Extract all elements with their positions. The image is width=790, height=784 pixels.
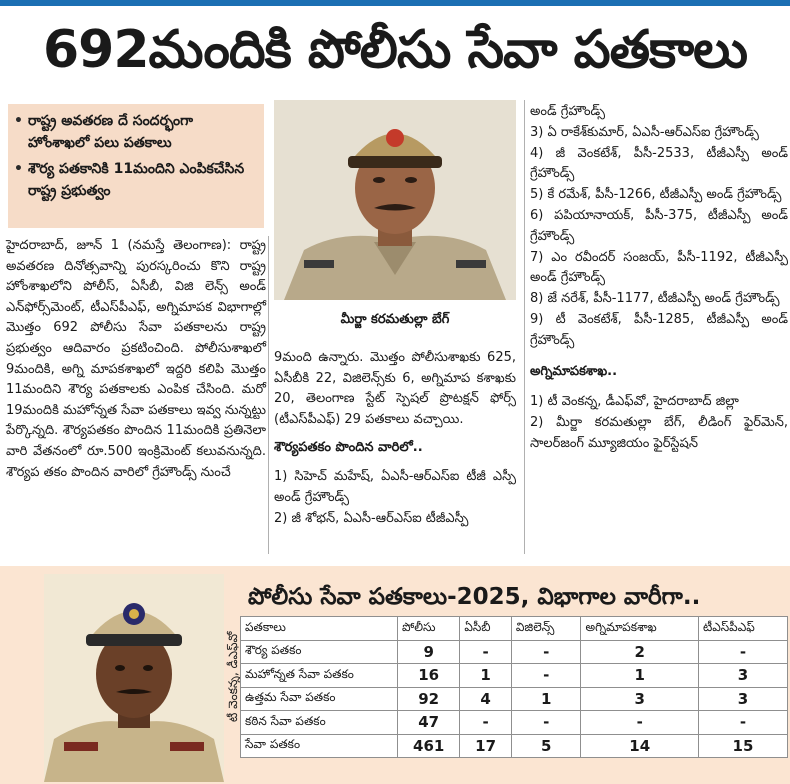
table-cell: మహోన్నత సేవా పతకం	[241, 664, 398, 688]
bullet-icon: •	[14, 161, 23, 177]
table-cell: -	[698, 711, 787, 735]
medals-table	[240, 616, 788, 758]
table-cell: 9	[398, 640, 460, 664]
article-column-1: హైదరాబాద్, జూన్ 1 (నమస్తే తెలంగాణ): రాష్ట్ర అవతరణ దినోత్సవాన్ని పురస్కరించు కొని రాష్ట్ర హోంశాఖలోని పోలీస్, ఏసీబీ, విజి లెన్స్ అండ్ ఎన్‌ఫోర్స్‌మెంట్, టీఎస్‌పీఎఫ్, అగ్నిమాపక విభాగాల్లో మొత్తం 692 పోలీసు సేవా పతకాలను రాష్ట్ర ప్రభుత్వం ఆదివారం ప్రకటించింది. పోలీసుశాఖలో 9మందికి, అగ్ని మాపకశాఖలో ఇద్దరి కలిపి మొత్తం 11మందిని శౌర్య పతకాలకు ఎంపిక చేసింది. మరో 19మందికి మహోన్నత సేవా పతకాలు ఇవ్వ నున్నట్టు పేర్కొన్నది. శౌర్యపతకం పొందిన 11మందికి ప్రతినెలా వారి వేతనంలో రూ.500 ఇంక్రిమెంట్ కలువనున్నది. శౌర్యప తకం పొందిన వారిలో గ్రేహౌండ్స్ నుంచే	[6, 238, 266, 480]
table-cell: 17	[460, 734, 512, 758]
table-row	[241, 640, 788, 664]
portrait-illustration	[274, 100, 516, 300]
table-row	[241, 734, 788, 758]
list-item: 2) మీర్జా కరమతుల్లా బేగ్, లీడింగ్ ఫైర్‌మెన్, సాలర్‌జంగ్ మ్యూజియం ఫైర్‌స్టేషన్	[530, 414, 788, 451]
bullet-icon: •	[14, 113, 23, 129]
portrait-illustration	[44, 574, 224, 782]
table-cell: 3	[698, 664, 787, 688]
column-2-text: 9మంది ఉన్నారు. మొత్తం పోలీసుశాఖకు 625, ఏసీబీకి 22, విజిలెన్స్‌కు 6, అగ్నిమాప కశాఖకు 20, తెలంగాణ స్టేట్ స్పెషల్ ప్రొటక్షన్ ఫోర్స్ (టీఎస్‌పీఎఫ్) 29 పతకాలు వచ్చాయి.	[274, 350, 516, 427]
table-cell: 3	[698, 687, 787, 711]
table-cell: 4	[460, 687, 512, 711]
list-item: 2) జీ శోభన్, ఏఎసీ-ఆర్‌ఎస్‌ఐ టీజీఎస్పీ	[274, 510, 469, 526]
gallantry-list	[274, 467, 516, 529]
table-header-row	[241, 617, 788, 641]
table-header-cell: పతకాలు	[241, 617, 398, 641]
table-cell: 15	[698, 734, 787, 758]
gallantry-subhead: శౌర్యపతకం పొందిన వారిలో..	[274, 440, 423, 456]
highlight-item	[14, 110, 258, 154]
list-item: 1) సిహెచ్ మహేష్, ఏఎసీ-ఆర్‌ఎస్‌ఐ టీజీ ఎస్పీ అండ్ గ్రేహౌండ్స్	[274, 468, 516, 505]
list-item: 4) జీ వెంకటేశ్, పీసీ-2533, టీజీఎస్పీ అండ్ గ్రేహౌండ్స్	[530, 145, 788, 182]
list-item: 3) ఏ రాకేశ్‌కుమార్, ఏఎసీ-ఆర్‌ఎస్‌ఐ గ్రేహౌండ్స్	[530, 124, 759, 140]
list-item: 1) టీ వెంకన్న, డీఎఫ్‌వో, హైదరాబాద్ జిల్లా	[530, 394, 739, 410]
list-item: 5) కే రమేశ్, పీసీ-1266, టీజీఎస్పీ అండ్ గ్రేహౌండ్స్	[530, 187, 782, 203]
table-cell: కఠిన సేవా పతకం	[241, 711, 398, 735]
fire-dept-subhead: అగ్నిమాపకశాఖ..	[530, 363, 618, 379]
table-cell: 461	[398, 734, 460, 758]
article-column-2	[274, 348, 516, 529]
table-header-cell: ఏసీబీ	[460, 617, 512, 641]
table-cell: -	[581, 711, 698, 735]
highlights-box	[8, 104, 264, 228]
table-cell: -	[511, 711, 581, 735]
table-cell: 3	[581, 687, 698, 711]
table-cell: -	[698, 640, 787, 664]
table-cell: శౌర్య పతకం	[241, 640, 398, 664]
table-row	[241, 664, 788, 688]
table-header-cell: విజిలెన్స్	[511, 617, 581, 641]
officer-photo-1	[274, 100, 516, 300]
table-row	[241, 711, 788, 735]
officer-photo-2	[44, 574, 224, 782]
table-cell: 5	[511, 734, 581, 758]
table-cell: 1	[581, 664, 698, 688]
table-row	[241, 687, 788, 711]
list-item: 9) టీ వెంకటేశ్, పీసీ-1285, టీజీఎస్పీ అండ్ గ్రేహౌండ్స్	[530, 311, 788, 348]
table-cell: 92	[398, 687, 460, 711]
table-cell: సేవా పతకం	[241, 734, 398, 758]
table-header-cell: అగ్నిమాపకశాఖ	[581, 617, 698, 641]
table-title: పోలీసు సేవా పతకాలు-2025, విభాగాల వారీగా..	[248, 584, 701, 610]
table-cell: -	[511, 640, 581, 664]
list-item: 6) పపియానాయక్, పీసీ-375, టీజీఎస్పీ అండ్ గ్రేహౌండ్స్	[530, 207, 788, 244]
highlight-item	[14, 158, 258, 202]
top-rule	[0, 0, 790, 6]
table-cell: -	[511, 664, 581, 688]
column-divider	[268, 236, 269, 554]
list-item: 8) జే నరేశ్, పీసీ-1177, టీజీఎస్పీ అండ్ గ్రేహౌండ్స్	[530, 291, 780, 307]
highlight-text: శౌర్య పతకానికి 11మందిని ఎంపికచేసిన రాష్ట్ర ప్రభుత్వం	[28, 161, 245, 199]
table-cell: 1	[511, 687, 581, 711]
table-cell: -	[460, 640, 512, 664]
photo-2-caption: టీ వెంకన్న, డీఎఫ్‌వో	[226, 631, 240, 723]
table-header-cell: టీఎస్‌పీఎఫ్	[698, 617, 787, 641]
table-cell: ఉత్తమ సేవా పతకం	[241, 687, 398, 711]
table-header-cell: పోలీసు	[398, 617, 460, 641]
table-cell: -	[460, 711, 512, 735]
headline: 692మందికి పోలీసు సేవా పతకాలు	[42, 20, 747, 80]
table-cell: 47	[398, 711, 460, 735]
article-column-3	[530, 102, 788, 455]
table-cell: 1	[460, 664, 512, 688]
list-item: అండ్ గ్రేహౌండ్స్	[530, 104, 606, 119]
table-cell: 14	[581, 734, 698, 758]
table-cell: 2	[581, 640, 698, 664]
table-cell: 16	[398, 664, 460, 688]
highlight-text: రాష్ట్ర అవతరణ దే సందర్భంగా హోంశాఖలో పలు పతకాలు	[28, 113, 193, 151]
list-item: 7) ఎం రవీందర్ సంజయ్, పీసీ-1192, టీజీఎస్పీ అండ్ గ్రేహౌండ్స్	[530, 249, 788, 286]
column-divider	[524, 100, 525, 554]
photo-1-caption: మీర్జా కరమతుల్లా బేగ్	[274, 300, 516, 340]
